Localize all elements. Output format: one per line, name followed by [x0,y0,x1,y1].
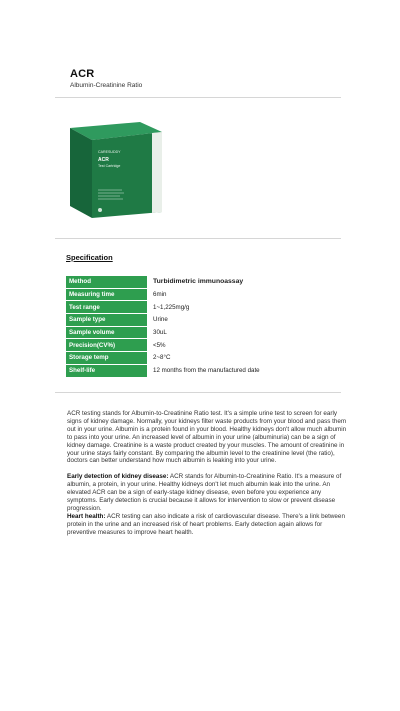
heart-health-text: ACR testing can also indicate a risk of cardiovascular disease. There's a link between protein in the urine and an increased risk of heart problems. Early detection again allows for preventive measures to improve heart health. [67,512,345,536]
spec-key: Shelf-life [66,365,147,378]
spec-key: Method [66,276,147,289]
spec-value: 6min [147,289,336,302]
spec-key: Test range [66,301,147,314]
spec-key: Sample volume [66,327,147,340]
page-subtitle: Albumin-Creatinine Ratio [70,82,143,89]
early-detection-paragraph [67,473,352,513]
table-row [66,365,336,378]
spec-value: 30uL [147,327,336,340]
table-row [66,339,336,352]
table-row [66,289,336,302]
spec-key: Measuring time [66,289,147,302]
box-front-face [92,132,162,218]
spec-key: Storage temp [66,352,147,365]
box-label-stripe [152,132,162,213]
heart-health-label: Heart health: [67,512,106,520]
table-row [66,301,336,314]
divider [55,392,341,393]
divider [55,97,341,98]
spec-value: Urine [147,314,336,327]
spec-value: 1~1,225mg/g [147,301,336,314]
spec-value: Turbidimetric immunoassay [147,276,336,289]
heart-health-paragraph [67,513,352,537]
product-box-image [60,120,170,220]
early-detection-label: Early detection of kidney disease: [67,473,169,481]
description-block [67,410,352,537]
box-type-text: Test Cartridge [98,164,121,168]
table-row [66,314,336,327]
specification-heading: Specification [66,253,113,262]
box-side-face [70,128,92,218]
box-brand-text: CARESUDDY [98,150,121,154]
spec-value: 12 months from the manufactured date [147,365,336,378]
spec-key: Sample type [66,314,147,327]
page-title: ACR [70,68,95,80]
intro-paragraph: ACR testing stands for Albumin-to-Creatinine Ratio test. It's a simple urine test to screen for early signs of kidney damage. Normally, your kidneys filter waste products from your blood and pass them out in your urine. Albumin is a protein found in your blood. Healthy kidneys don't allow much albumin to pass into your urine. An increased level of albumin in your urine (albuminuria) can be a sign of kidney damage. Creatinine is a waste product created by your muscles. The amount of creatinine in your urine stays fairly constant. By comparing the albumin level to the creatinine level (the ratio), doctors can better understand how much albumin is leaking into your urine. [67,410,347,465]
early-detection-text: ACR stands for Albumin-to-Creatinine Ratio. It's a measure of albumin, a protein, in your urine. Healthy kidneys don't let much albumin leak into the urine. An elevated ACR can be a sign of early-stage kidney disease, even before you experience any symptoms. Early detection is crucial because it allows for intervention to slow or prevent disease progression. [67,473,342,512]
spec-value: 2~8°C [147,352,336,365]
table-row [66,276,336,289]
specification-table [66,276,336,378]
table-row [66,327,336,340]
spec-value: <5% [147,339,336,352]
table-row [66,352,336,365]
divider [55,238,341,239]
spec-key: Precision(CV%) [66,339,147,352]
box-name-text: ACR [98,157,109,163]
